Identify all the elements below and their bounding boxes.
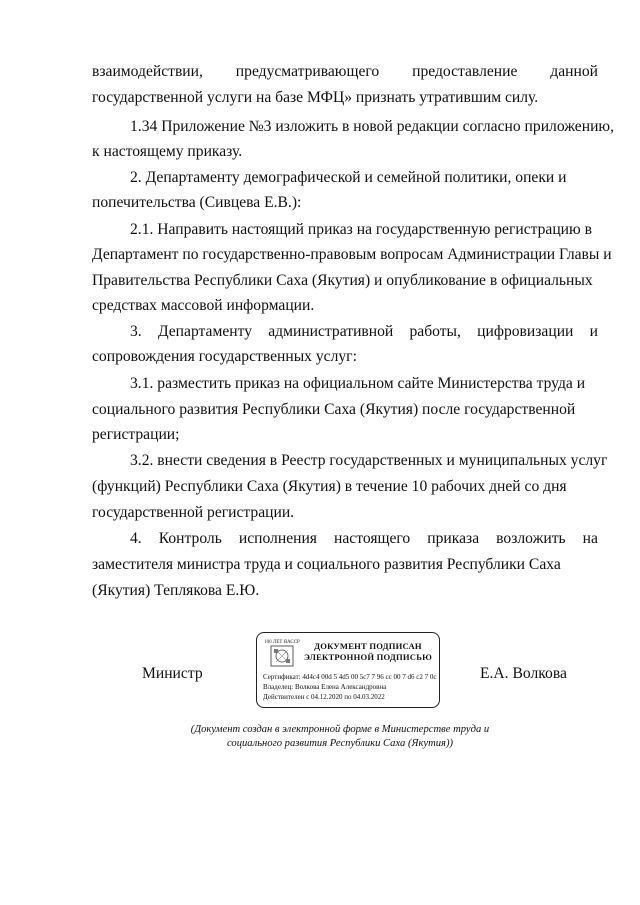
p5-line-1 xyxy=(130,322,598,342)
word: настоящего xyxy=(334,530,411,547)
p7-line-1: 3.2. внести сведения в Реестр государственных и муниципальных услуг xyxy=(130,452,608,469)
p4-line-4: средствах массовой информации. xyxy=(92,297,315,314)
word: и xyxy=(589,323,598,340)
word: исполнения xyxy=(238,530,317,547)
stamp-owner: Владелец: Волкова Елена Александровна xyxy=(263,683,387,691)
p6-line-2: социального развития Республики Саха (Якутия) после государственной xyxy=(92,401,576,418)
emblem-icon xyxy=(264,637,300,671)
p5-line-2: сопровождения государственных услуг: xyxy=(92,348,357,365)
stamp-header-2: ЭЛЕКТРОННОЙ ПОДПИСЬЮ xyxy=(304,652,432,662)
word: взаимодействии, xyxy=(92,63,203,80)
seal-text: 100 ЛЕТ ЯАССР xyxy=(264,640,300,645)
p8-line-3: (Якутия) Теплякова Е.Ю. xyxy=(92,582,260,599)
word: предусматривающего xyxy=(235,63,380,80)
p8-line-1 xyxy=(130,529,598,549)
word: 4. xyxy=(130,530,142,547)
electronic-signature-stamp xyxy=(256,632,440,708)
p7-line-3: государственной регистрации. xyxy=(92,504,295,521)
stamp-certificate: Сертификат: 4d4c4 00d 5 4d5 00 5c7 7 96 cc 00 7 d6 c2 7 0c xyxy=(263,673,437,681)
p3-line-1: 2. Департаменту демографической и семейной политики, опеки и xyxy=(130,169,567,186)
stamp-validity: Действителен с 04.12.2020 по 04.03.2022 xyxy=(263,693,385,701)
p4-line-2: Департамент по государственно-правовым вопросам Администрации Главы и xyxy=(92,246,612,263)
p4-line-1: 2.1. Направить настоящий приказ на государственную регистрацию в xyxy=(130,221,592,238)
p4-line-3: Правительства Республики Саха (Якутия) и опубликование в официальных xyxy=(92,272,593,289)
word: цифровизации xyxy=(477,323,574,340)
word: предоставление xyxy=(412,63,518,80)
word: 3. xyxy=(130,323,142,340)
signatory-name: Е.А. Волкова xyxy=(480,665,567,682)
p1-line-2: государственной услуги на базе МФЦ» признать утратившим силу. xyxy=(92,89,539,106)
word: данной xyxy=(550,63,598,80)
word: на xyxy=(582,530,598,547)
p1-line-1 xyxy=(92,62,598,82)
signatory-position: Министр xyxy=(142,665,203,682)
p2-line-2: к настоящему приказу. xyxy=(92,143,243,160)
p6-line-3: регистрации; xyxy=(92,426,180,443)
p6-line-1: 3.1. разместить приказ на официальном сайте Министерства труда и xyxy=(130,375,586,392)
word: административной xyxy=(268,323,394,340)
p2-line-1: 1.34 Приложение №3 изложить в новой редакции согласно приложению, xyxy=(130,118,614,135)
word: приказа xyxy=(427,530,480,547)
word: Контроль xyxy=(158,530,222,547)
footer-note-line-2: социального развития Республики Саха (Якутия)) xyxy=(226,738,454,749)
p8-line-2: заместителя министра труда и социального развития Республики Саха xyxy=(92,556,561,573)
stamp-header-1: ДОКУМЕНТ ПОДПИСАН xyxy=(314,641,422,651)
p3-line-2: попечительства (Сивцева Е.В.): xyxy=(92,194,302,211)
p7-line-2: (функций) Республики Саха (Якутия) в течение 10 рабочих дней со дня xyxy=(92,478,567,495)
word: работы, xyxy=(409,323,461,340)
word: возложить xyxy=(496,530,566,547)
word: Департаменту xyxy=(157,323,253,340)
footer-note-line-1: (Документ создан в электронной форме в Министерстве труда и xyxy=(190,724,490,735)
